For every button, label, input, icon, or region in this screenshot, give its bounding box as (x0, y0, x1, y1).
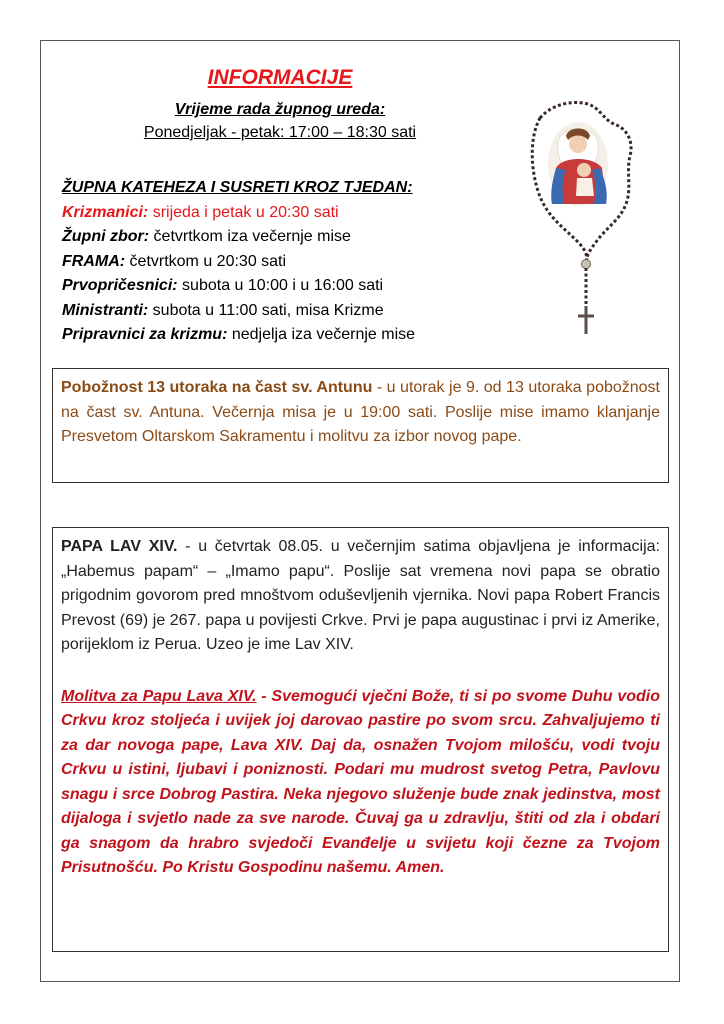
schedule-item-zbor: Župni zbor: četvrtkom iza večernje mise (62, 228, 351, 245)
prayer-text: - Svemogući vječni Bože, ti si po svome Duhu vodio Crkvu kroz stoljeća i uvijek joj darovao pastire po svom srcu. Zahvaljujemo ti za dar novoga pape, Lava XIV. Daj da, osnažen Tvojom milošću, vodi tvoju Crkvu u istini, ljubavi i poniznosti. Podari mu mudrost svetog Petra, Pavlovu snagu i srce Dobrog Pastira. Neka njegovo služenje bude znak jedinstva, most dijaloga i svjetlo nade za sve narode. Čuvaj ga u zdravlju, štiti od zla i obdari ga snagom da hrabro svjedoči Evanđelje u svijetu koji čezne za Tvojom Prisutnošću. Po Kristu Gospodinu našemu. Amen. (61, 687, 660, 876)
prayer-title: Molitva za Papu Lava XIV. (61, 687, 257, 705)
rosary-madonna-image (522, 96, 646, 336)
pope-announcement (61, 535, 660, 658)
schedule-heading: ŽUPNA KATEHEZA I SUSRETI KROZ TJEDAN: (62, 179, 413, 196)
pope-prayer (61, 685, 660, 881)
schedule-item-prvopricesnici: Prvopričesnici: subota u 10:00 i u 16:00 sati (62, 277, 384, 294)
page-title: INFORMACIJE (207, 66, 353, 89)
schedule-item-frama: FRAMA: četvrtkom u 20:30 sati (62, 252, 287, 270)
schedule-item-ministranti: Ministranti: subota u 11:00 sati, misa Krizme (62, 301, 384, 319)
pope-title: PAPA LAV XIV. (61, 538, 178, 555)
antun-devotion-box (52, 368, 669, 483)
office-hours-heading: Vrijeme rada župnog ureda: (174, 101, 386, 118)
office-hours: Ponedjeljak - petak: 17:00 – 18:30 sati (143, 124, 417, 141)
pope-box (52, 527, 669, 952)
antun-devotion-title: Pobožnost 13 utoraka na čast sv. Antunu (61, 379, 373, 396)
pope-text: - u četvrtak 08.05. u večernjim satima objavljena je informacija: „Habemus papam“ – „Imamo papu“. Poslije sat vremena novi papa se obratio prigodnim govorom pred mnoštvom oduševljenih vjernika. Novi papa Robert Francis Prevost (69) je 267. papa u povijesti Crkve. Prvi je papa augustinac i prvi iz Amerike, porijeklom iz Perua. Uzeo je ime Lav XIV. (61, 538, 660, 653)
schedule-item-krizmanici: Krizmanici: srijeda i petak u 20:30 sati (62, 203, 339, 221)
antun-devotion-text: - u utorak je 9. od 13 utoraka pobožnost na čast sv. Antuna. Večernja misa je u 19:00 sati. Poslije mise imamo klanjanje Presvetom Oltarskom Sakramentu i molitvu za izbor novog pape. (61, 379, 661, 445)
weekly-schedule (62, 176, 415, 348)
schedule-item-pripravnici: Pripravnici za krizmu: nedjelja iza večernje mise (62, 326, 416, 343)
